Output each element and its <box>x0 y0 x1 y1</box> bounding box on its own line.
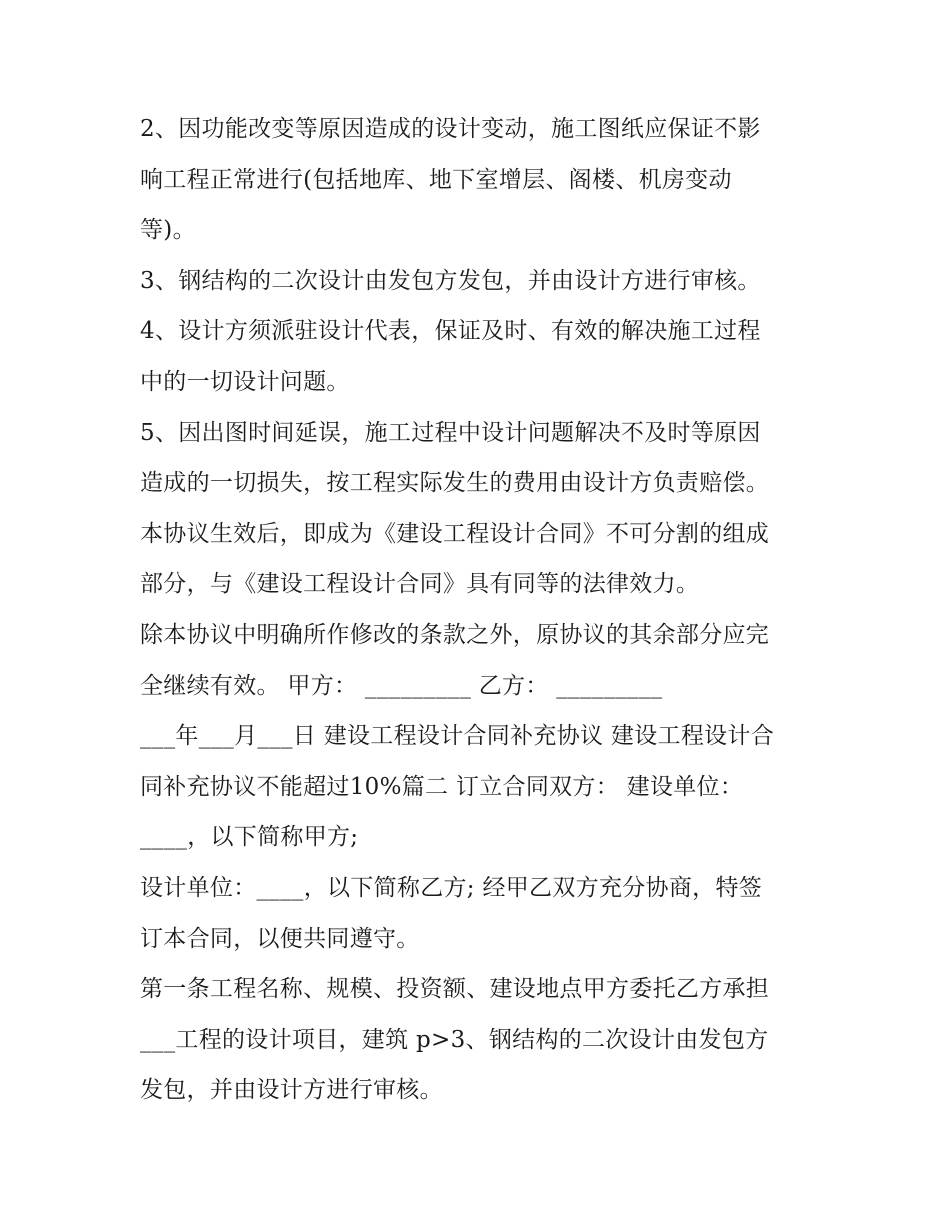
text-line: 造成的一切损失，按工程实际发生的费用由设计方负责赔偿。 <box>140 470 770 497</box>
document-body <box>140 104 820 1116</box>
text-line: 部分，与《建设工程设计合同》具有同等的法律效力。 <box>140 571 700 598</box>
text-line: 2、因功能改变等原因造成的设计变动，施工图纸应保证不影 <box>140 116 761 142</box>
text-line: 订本合同，以便共同遵守。 <box>140 925 420 952</box>
text-line: ___工程的设计项目，建筑 p>3、钢结构的二次设计由发包方 <box>140 1026 769 1053</box>
text-line: 本协议生效后，即成为《建设工程设计合同》不可分割的组成 <box>140 520 770 547</box>
text-line: ____，以下简称甲方; <box>140 824 359 851</box>
text-line: 3、钢结构的二次设计由发包方发包，并由设计方进行审核。 <box>140 267 761 294</box>
text-line: 除本协议中明确所作修改的条款之外，原协议的其余部分应完 <box>140 621 770 648</box>
text-line: 4、设计方须派驻设计代表，保证及时、有效的解决施工过程 <box>140 318 761 345</box>
text-line: 第一条工程名称、规模、投资额、建设地点甲方委托乙方承担 <box>140 976 770 1003</box>
text-line: 响工程正常进行(包括地库、地下室增层、阁楼、机房变动 <box>140 166 732 193</box>
text-line: 发包，并由设计方进行审核。 <box>140 1077 443 1104</box>
text-line: 同补充协议不能超过10%篇二 订立合同双方： 建设单位： <box>140 773 744 800</box>
text-line: ___年___月___日 建设工程设计合同补充协议 建设工程设计合 <box>140 723 775 750</box>
text-line: 中的一切设计问题。 <box>140 368 350 395</box>
text-line: 5、因出图时间延误，施工过程中设计问题解决不及时等原因 <box>140 419 761 446</box>
text-line: 全继续有效。 甲方： _________ 乙方： _________ <box>140 672 663 699</box>
text-line: 等)。 <box>140 217 196 244</box>
text-line: 设计单位：____，以下简称乙方; 经甲乙双方充分协商，特签 <box>140 874 763 901</box>
